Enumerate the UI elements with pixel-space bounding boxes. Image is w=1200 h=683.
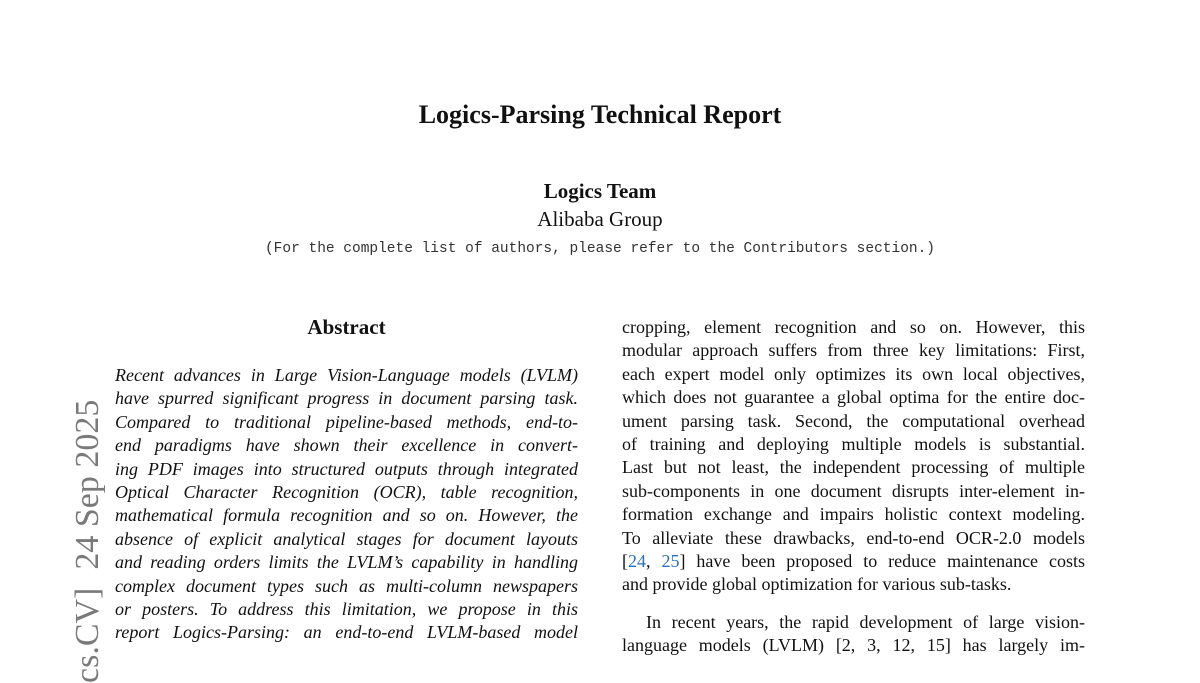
- arxiv-stamp: [68, 400, 108, 683]
- body-line: formation exchange and impairs holistic context modeling.: [622, 504, 1085, 525]
- body-line: modular approach suffers from three key limitations: First,: [622, 340, 1085, 361]
- abstract-body: [115, 364, 578, 645]
- body-line-rest: ] have been proposed to reduce maintenance costs: [679, 550, 1086, 571]
- arxiv-date: 24 Sep 2025: [69, 399, 106, 570]
- citation-link[interactable]: 25: [661, 550, 680, 571]
- abstract-line: complex document types such as multi-column newspapers: [115, 575, 578, 596]
- body-line: cropping, element recognition and so on. However, this: [622, 317, 1085, 337]
- author-name: Logics Team: [543, 179, 657, 203]
- abstract-line: absence of explicit analytical stages for document layouts: [115, 528, 578, 549]
- abstract-line: or posters. To address this limitation, we propose in this: [115, 598, 578, 619]
- abstract-line: Compared to traditional pipeline-based methods, end-to-: [115, 411, 578, 432]
- abstract-line: have spurred significant progress in document parsing task.: [115, 388, 578, 409]
- abstract-line: end paradigms have shown their excellence in convert-: [115, 435, 578, 456]
- body-line: of training and deploying multiple models is substantial.: [622, 433, 1085, 454]
- bracket-open: [: [622, 550, 628, 571]
- abstract-heading: Abstract: [307, 315, 386, 339]
- arxiv-category: cs.CV]: [69, 587, 106, 683]
- author-affiliation: Alibaba Group: [537, 207, 663, 231]
- body-line: Last but not least, the independent processing of multiple: [622, 457, 1085, 478]
- body-line: and provide global optimization for various sub-tasks.: [622, 574, 1012, 595]
- citation-link[interactable]: 24: [628, 550, 646, 571]
- body-line: each expert model only optimizes its own local objectives,: [622, 363, 1085, 384]
- abstract-line: ing PDF images into structured outputs through integrated: [115, 458, 578, 479]
- body-line: In recent years, the rapid development of large vision-: [646, 611, 1085, 632]
- paper-title: Logics-Parsing Technical Report: [418, 100, 782, 129]
- body-line: ument parsing task. Second, the computational overhead: [622, 410, 1085, 431]
- abstract-line: Recent advances in Large Vision-Language models (LVLM): [115, 365, 578, 385]
- body-line: To alleviate these drawbacks, end-to-end OCR-2.0 models: [622, 527, 1085, 548]
- citation-separator: ,: [646, 550, 662, 571]
- abstract-line: mathematical formula recognition and so on. However, the: [115, 505, 578, 526]
- body-line: sub-components in one document disrupts inter-element in-: [622, 480, 1085, 501]
- body-line: which does not guarantee a global optima for the entire doc-: [622, 387, 1085, 408]
- abstract-line: Optical Character Recognition (OCR), table recognition,: [115, 481, 578, 502]
- author-note: (For the complete list of authors, please refer to the Contributors section.): [264, 241, 935, 257]
- body-line-with-citations: [622, 550, 1085, 573]
- abstract-line: report Logics-Parsing: an end-to-end LVLM-based model: [115, 622, 578, 643]
- body-line: language models (LVLM) [2, 3, 12, 15] has largely im-: [622, 635, 1085, 656]
- body-text-right-column: [622, 316, 1085, 657]
- abstract-line: and reading orders limits the LVLM’s capability in handling: [115, 552, 578, 573]
